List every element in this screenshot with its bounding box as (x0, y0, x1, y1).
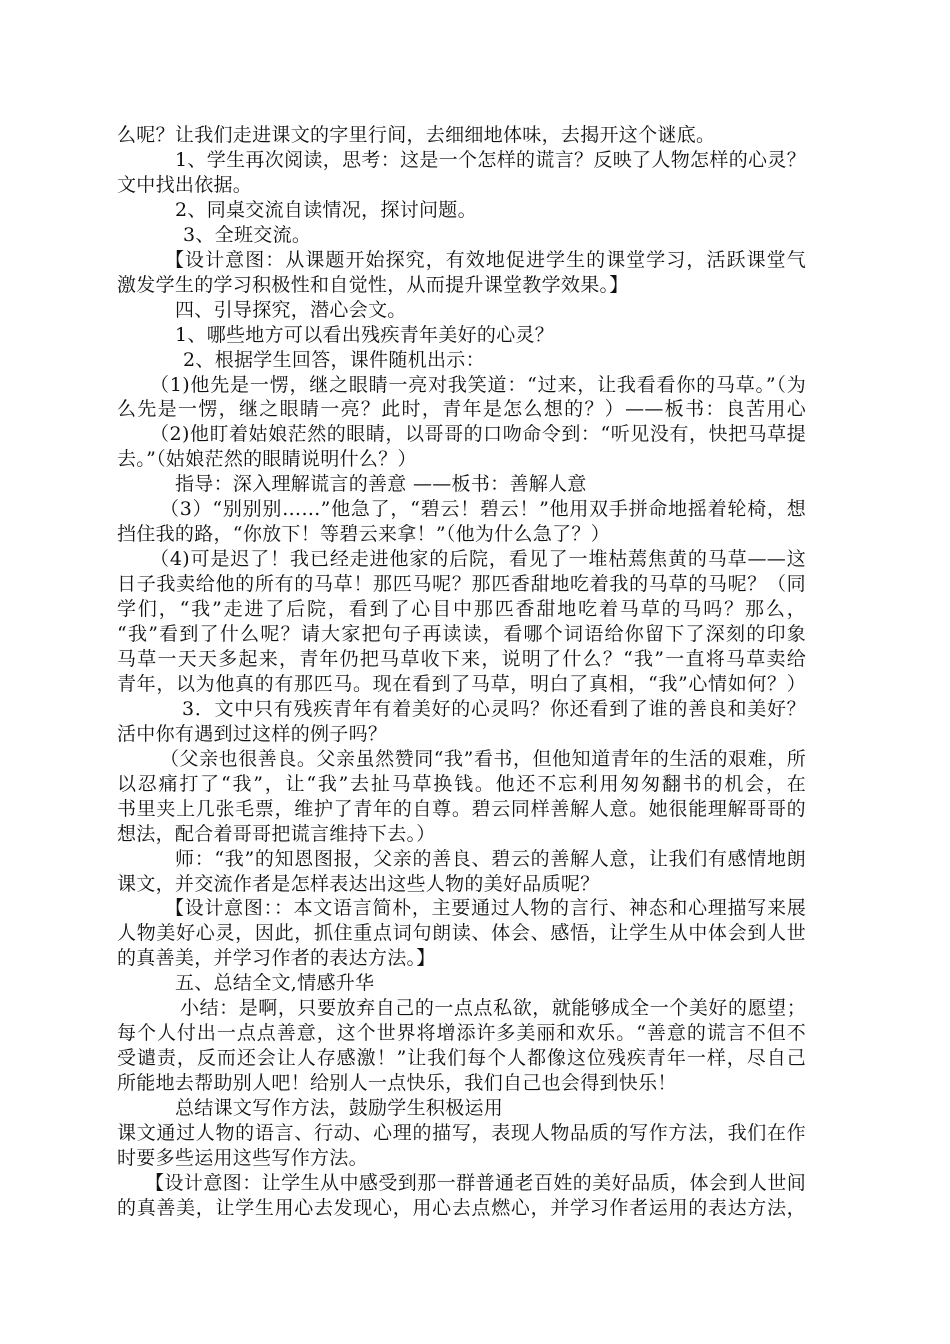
text-line: （1)他先是一愣，继之眼睛一亮对我笑道：“过来，让我看看你的马草。”（为 (150, 373, 806, 396)
text-line: 2、同桌交流自读情况，探讨问题。 (175, 198, 477, 221)
text-line: 小结：是啊，只要放弃自己的一点点私欲，就能够成全一个美好的愿望； (180, 997, 806, 1020)
text-line: 【设计意图：：本文语言简朴，主要通过人物的言行、神态和心理描写来展 (165, 897, 806, 920)
text-line: （4)可是迟了！我已经走进他家的后院，看见了一堆枯蔫焦黄的马草——这 (150, 548, 806, 571)
text-line: 文中找出依据。 (117, 173, 253, 196)
text-line: 时要多些运用这些写作方法。 (117, 1146, 368, 1169)
text-line: “我”看到了什么呢？请大家把句子再读读，看哪个词语给你留下了深刻的印象 (117, 623, 806, 645)
text-line: 青年，以为他真的有那匹马。现在看到了马草，明白了真相，“我”心情如何？） (117, 672, 806, 695)
text-line: 么呢？让我们走进课文的字里行间，去细细地体味，去揭开这个谜底。 (117, 124, 716, 146)
text-line: 3、全班交流。 (183, 223, 312, 246)
text-line: 1、哪些地方可以看出残疾青年美好的心灵？ (175, 323, 555, 346)
text-line: 挡住我的路，“你放下！等碧云来拿！”（他为什么急了？） (117, 523, 611, 546)
text-line: 1、学生再次阅读，思考：这是一个怎样的谎言？反映了人物怎样的心灵？ (175, 148, 806, 171)
text-line: 激发学生的学习积极性和自觉性，从而提升课堂教学效果。】 (117, 273, 629, 296)
text-line: 的真善美，并学习作者的表达方法。】 (117, 947, 436, 970)
text-line: 马草一天天多起来，青年仍把马草收下来，说明了什么？“我”一直将马草卖给 (117, 647, 806, 670)
text-line: 课文通过人物的语言、行动、心理的描写，表现人物品质的写作方法，我们在作 (117, 1122, 806, 1144)
text-line: 3．文中只有残疾青年有着美好的心灵吗？你还看到了谁的善良和美好？ (182, 697, 806, 720)
text-line: 想法，配合着哥哥把谎言维持下去。） (117, 822, 436, 845)
text-line: 指导：深入理解谎言的善意 ——板书：善解人意 (175, 473, 587, 496)
text-line: 以忍痛打了“我”，让“我”去扯马草换钱。他还不忘利用匆匆翻书的机会，在 (117, 772, 806, 795)
text-line: 【设计意图：让学生从中感受到那一群普通老百姓的美好品质，体会到人世间 (145, 1171, 806, 1194)
text-line: 学们，“我”走进了后院，看到了心目中那匹香甜地吃着马草的马吗？那么， (117, 598, 806, 621)
text-line: 的真善美，让学生用心去发现心，用心去点燃心，并学习作者运用的表达方法， (117, 1196, 806, 1219)
text-line: 2、根据学生回答，课件随机出示： (183, 348, 485, 371)
text-line: 受谴责，反而还会让人存感激！”让我们每个人都像这位残疾青年一样，尽自己 (117, 1047, 806, 1070)
text-line: 师：“我”的知恩图报，父亲的善良、碧云的善解人意，让我们有感情地朗 (175, 847, 806, 870)
text-line: 活中你有遇到过这样的例子吗？ (117, 722, 388, 745)
text-line: 所能地去帮助别人吧！给别人一点快乐，我们自己也会得到快乐！ (117, 1072, 677, 1095)
text-line: （3）“别别别……”他急了，“碧云！碧云！”他用双手拼命地摇着轮椅，想 (160, 498, 806, 521)
text-line: 日子我卖给他的所有的马草！那匹马呢？那匹香甜地吃着我的马草的马呢？（同 (117, 573, 806, 596)
text-line: 人物美好心灵，因此，抓住重点词句朗读、体会、感悟，让学生从中体会到人世 (117, 922, 806, 945)
text-line: 么先是一愣，继之眼睛一亮？此时，青年是怎么想的？）——板书：良苦用心 (117, 398, 806, 421)
text-line: 课文，并交流作者是怎样表达出这些人物的美好品质呢？ (117, 872, 600, 895)
text-line: （父亲也很善良。父亲虽然赞同“我”看书，但他知道青年的生活的艰难，所 (160, 747, 806, 770)
text-line: 书里夹上几张毛票，维护了青年的自尊。碧云同样善解人意。她很能理解哥哥的 (117, 797, 806, 820)
text-line: 每个人付出一点点善意，这个世界将增添许多美丽和欢乐。“善意的谎言不但不 (117, 1022, 806, 1045)
text-line: 总结课文写作方法，鼓励学生积极运用 (175, 1097, 504, 1120)
text-line: 【设计意图：从课题开始探究，有效地促进学生的课堂学习，活跃课堂气 (165, 248, 806, 271)
text-line: 去。”（姑娘茫然的眼睛说明什么？） (117, 448, 417, 471)
text-line: 四、引导探究，潜心会文。 (175, 298, 407, 321)
text-line: （2)他盯着姑娘茫然的眼睛，以哥哥的口吻命令到：“听见没有，快把马草提 (150, 423, 806, 446)
text-line: 五、总结全文,情感升华 (175, 972, 375, 995)
